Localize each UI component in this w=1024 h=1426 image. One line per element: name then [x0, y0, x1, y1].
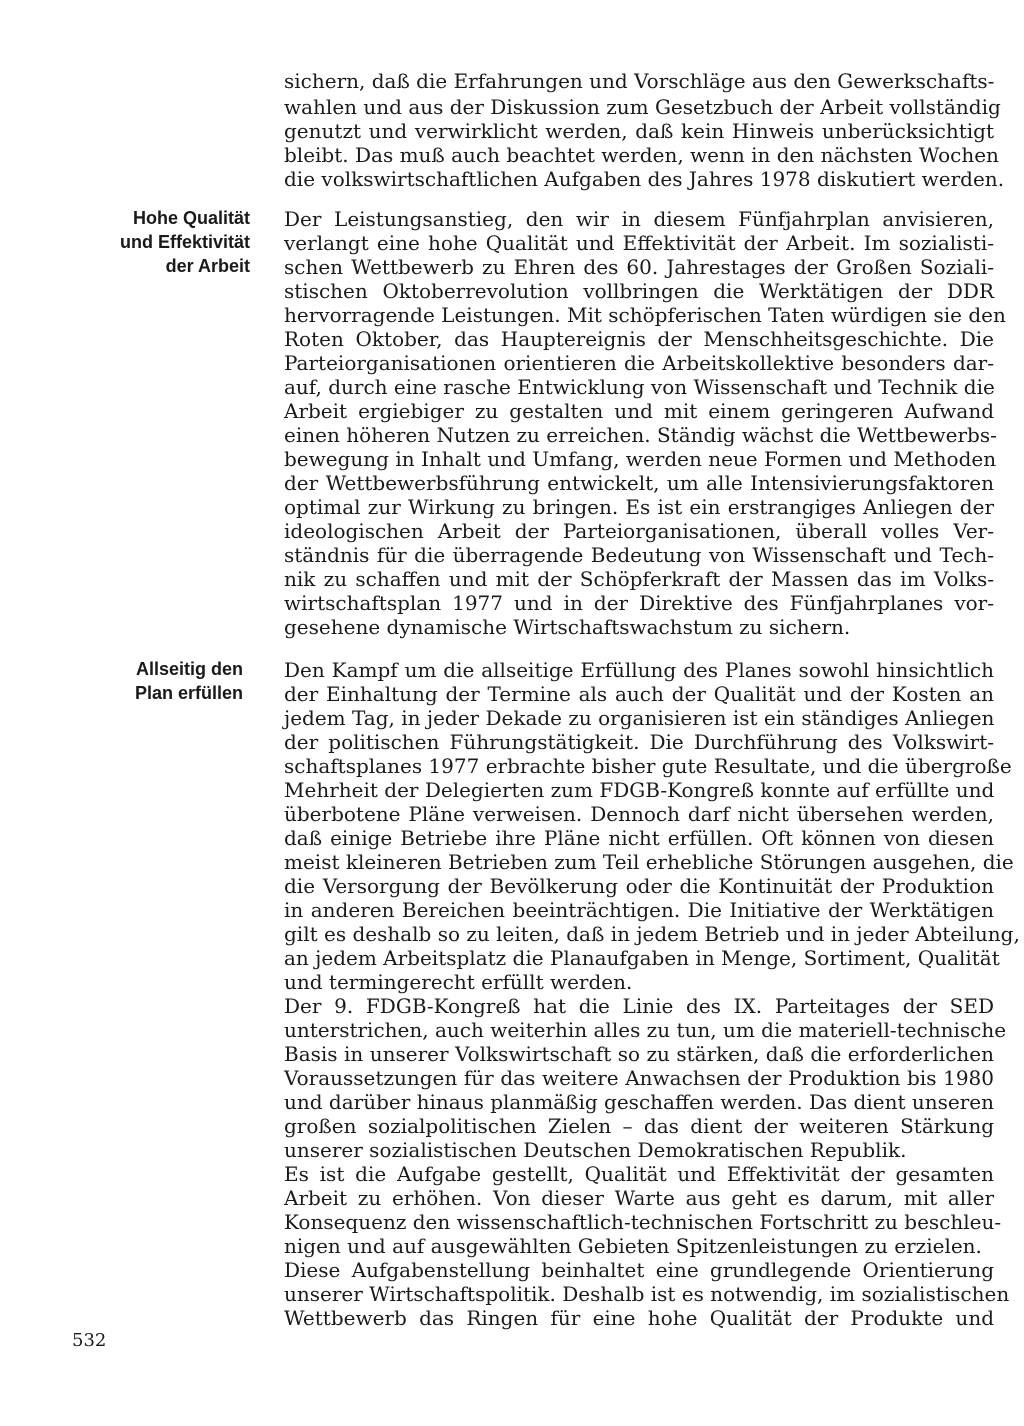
- text-line: genutzt und verwirklicht werden, daß kein Hinweis unberücksichtigt: [284, 119, 994, 143]
- text-line: schaftsplanes 1977 erbrachte bisher gute Resultate, und die übergroße: [284, 754, 1012, 778]
- text-line: Arbeit ergiebiger zu gestalten und mit einem geringeren Aufwand: [284, 399, 994, 423]
- text-line: optimal zur Wirkung zu bringen. Es ist ein erstrangiges Anliegen der: [284, 495, 994, 519]
- text-line: nik zu schaffen und mit der Schöpferkraft der Massen das im Volks-: [284, 567, 994, 591]
- text-line: Diese Aufgabenstellung beinhaltet eine grundlegende Orientierung: [284, 1258, 994, 1282]
- text-line: ständnis für die überragende Bedeutung von Wissenschaft und Tech-: [284, 543, 994, 567]
- text-line: Wettbewerb das Ringen für eine hohe Qualität der Produkte und: [284, 1306, 994, 1330]
- sidenote-line: und Effektivität: [119, 232, 250, 252]
- sidenote-quality: [120, 206, 250, 278]
- text-line: der Wettbewerbsführung entwickelt, um alle Intensivierungsfaktoren: [284, 471, 994, 495]
- text-line: gilt es deshalb so zu leiten, daß in jedem Betrieb und in jeder Abteilung,: [284, 922, 1020, 946]
- text-line: Parteiorganisationen orientieren die Arbeitskollektive besonders dar-: [284, 351, 994, 375]
- text-line: sichern, daß die Erfahrungen und Vorschläge aus den Gewerkschafts-: [284, 69, 995, 93]
- text-line: schen Wettbewerb zu Ehren des 60. Jahrestages der Großen Soziali-: [284, 255, 994, 279]
- text-line: Arbeit zu erhöhen. Von dieser Warte aus geht es darum, mit aller: [284, 1186, 994, 1210]
- text-line: verlangt eine hohe Qualität und Effektivität der Arbeit. Im sozialisti-: [284, 231, 994, 255]
- text-line: Mehrheit der Delegierten zum FDGB-Kongreß konnte auf erfüllte und: [284, 778, 995, 802]
- sidenote-plan: [135, 657, 243, 705]
- text-line: bleibt. Das muß auch beachtet werden, wenn in den nächsten Wochen: [284, 143, 999, 167]
- text-line: der politischen Führungstätigkeit. Die Durchführung des Volkswirt-: [284, 730, 994, 754]
- text-line: die Versorgung der Bevölkerung oder die Kontinuität der Produktion: [284, 874, 994, 898]
- text-line: Der 9. FDGB-Kongreß hat die Linie des IX. Parteitages der SED: [284, 994, 994, 1018]
- text-line: der Einhaltung der Termine als auch der Qualität und der Kosten an: [284, 682, 994, 706]
- text-line: wahlen und aus der Diskussion zum Gesetzbuch der Arbeit vollständig: [284, 95, 1001, 119]
- text-line: überbotene Pläne verweisen. Dennoch darf nicht übersehen werden,: [284, 802, 994, 826]
- text-line: jedem Tag, in jeder Dekade zu organisieren ist ein ständiges Anliegen: [284, 706, 995, 730]
- text-line: bewegung in Inhalt und Umfang, werden neue Formen und Methoden: [284, 447, 997, 471]
- text-line: auf, durch eine rasche Entwicklung von Wissenschaft und Technik die: [284, 375, 995, 399]
- sidenote-line: der Arbeit: [165, 256, 250, 276]
- sidenote-line: Plan erfüllen: [134, 683, 243, 703]
- text-line: unterstrichen, auch weiterhin alles zu tun, um die materiell-technische: [284, 1018, 1007, 1042]
- text-line: ideologischen Arbeit der Parteiorganisationen, überall volles Ver-: [284, 519, 994, 543]
- text-line: Voraussetzungen für das weitere Anwachsen der Produktion bis 1980: [284, 1066, 994, 1090]
- text-line: Der Leistungsanstieg, den wir in diesem Fünfjahrplan anvisieren,: [284, 207, 994, 231]
- text-line: Es ist die Aufgabe gestellt, Qualität und Effektivität der gesamten: [284, 1162, 994, 1186]
- text-line: die volkswirtschaftlichen Aufgaben des Jahres 1978 diskutiert werden.: [284, 167, 1005, 191]
- text-line: nigen und auf ausgewählten Gebieten Spitzenleistungen zu erzielen.: [284, 1234, 982, 1258]
- text-line: einen höheren Nutzen zu erreichen. Ständig wächst die Wettbewerbs-: [284, 423, 997, 447]
- text-line: gesehene dynamische Wirtschaftswachstum zu sichern.: [284, 615, 851, 639]
- text-line: und termingerecht erfüllt werden.: [284, 970, 633, 994]
- text-line: an jedem Arbeitsplatz die Planaufgaben in Menge, Sortiment, Qualität: [284, 946, 1000, 970]
- text-line: in anderen Bereichen beeinträchtigen. Die Initiative der Werktätigen: [284, 898, 994, 922]
- text-line: großen sozialpolitischen Zielen – das dient der weiteren Stärkung: [284, 1114, 994, 1138]
- page-number: 532: [72, 1330, 107, 1351]
- text-line: und darüber hinaus planmäßig geschaffen werden. Das dient unseren: [284, 1090, 995, 1114]
- text-line: unserer sozialistischen Deutschen Demokratischen Republik.: [284, 1138, 907, 1162]
- text-line: unserer Wirtschaftspolitik. Deshalb ist es notwendig, im sozialistischen: [284, 1282, 1010, 1306]
- text-line: Basis in unserer Volkswirtschaft so zu stärken, daß die erforderlichen: [284, 1042, 994, 1066]
- sidenote-line: Hohe Qualität: [132, 208, 250, 228]
- text-line: Konsequenz den wissenschaftlich-technischen Fortschritt zu beschleu-: [284, 1210, 1002, 1234]
- text-line: hervorragende Leistungen. Mit schöpferischen Taten würdigen sie den: [284, 303, 1006, 327]
- text-line: wirtschaftsplan 1977 und in der Direktive des Fünfjahrplanes vor-: [284, 591, 994, 615]
- sidenote-line: Allseitig den: [135, 659, 243, 679]
- text-line: Roten Oktober, das Hauptereignis der Menschheitsgeschichte. Die: [284, 327, 994, 351]
- text-line: Den Kampf um die allseitige Erfüllung des Planes sowohl hinsichtlich: [284, 658, 994, 682]
- text-line: meist kleineren Betrieben zum Teil erhebliche Störungen ausgehen, die: [284, 850, 1014, 874]
- text-line: stischen Oktoberrevolution vollbringen die Werktätigen der DDR: [284, 279, 994, 303]
- text-line: daß einige Betriebe ihre Pläne nicht erfüllen. Oft können von diesen: [284, 826, 994, 850]
